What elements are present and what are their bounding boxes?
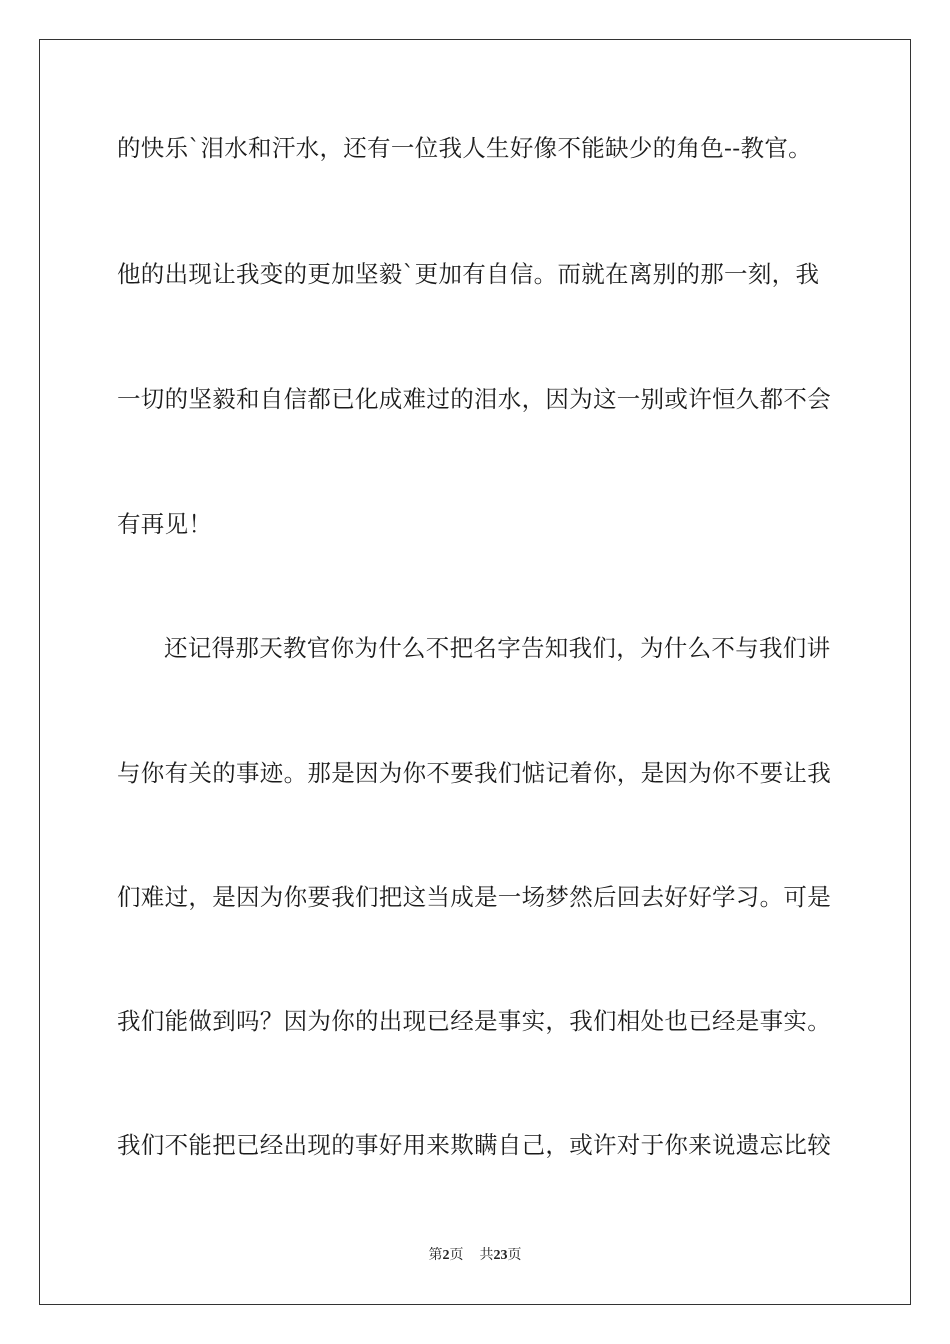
page-footer [0, 1247, 950, 1265]
body-line-3: 一切的坚毅和自信都已化成难过的泪水，因为这一别或许恒久都不会 [117, 385, 831, 413]
body-line-4: 有再见！ [117, 510, 213, 538]
total-suffix: 页 [507, 1248, 522, 1263]
body-line-6: 与你有关的事迹。那是因为你不要我们惦记着你，是因为你不要让我 [117, 759, 831, 787]
page-prefix: 第 [428, 1248, 443, 1263]
total-prefix: 共 [479, 1248, 494, 1263]
body-line-9: 我们不能把已经出现的事好用来欺瞒自己，或许对于你来说遗忘比较 [117, 1131, 831, 1159]
page-suffix: 页 [449, 1248, 464, 1263]
body-line-8: 我们能做到吗？因为你的出现已经是事实，我们相处也已经是事实。 [117, 1007, 831, 1035]
body-line-5-paragraph-start: 还记得那天教官你为什么不把名字告知我们，为什么不与我们讲 [164, 634, 831, 662]
body-line-7: 们难过，是因为你要我们把这当成是一场梦然后回去好好学习。可是 [117, 883, 831, 911]
page-number: 2 [442, 1248, 450, 1263]
total-pages: 23 [493, 1248, 508, 1263]
page-frame [39, 39, 911, 1305]
body-line-2: 他的出现让我变的更加坚毅`更加有自信。而就在离别的那一刻，我 [117, 260, 820, 288]
body-line-1: 的快乐`泪水和汗水，还有一位我人生好像不能缺少的角色--教官。 [117, 134, 812, 162]
